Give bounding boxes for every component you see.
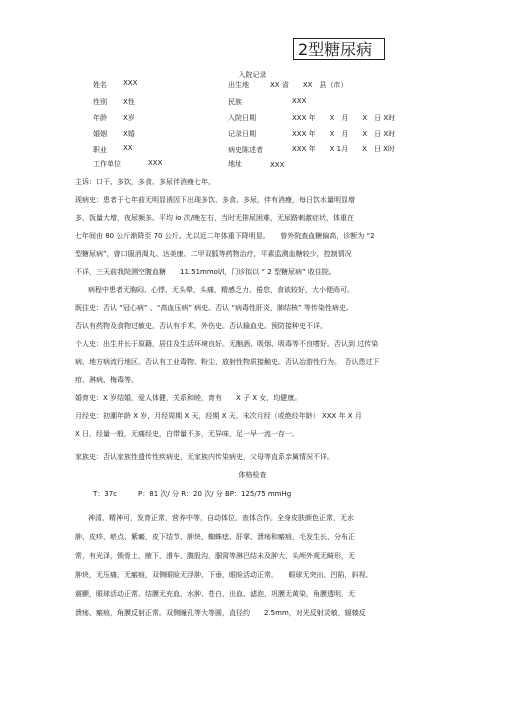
exam-line: 肿、皮疹、瘀点、紫癜，皮下结节、肿块、蜘蛛痣、肝掌、溃疡和瘢痕，毛发生长、分布正 xyxy=(75,533,355,541)
vital-signs: T：37c P：81 次/ 分 R：20 次/ 分 BP：125/75 mmHg xyxy=(93,490,292,498)
past-history-line: 既往史：否认 “冠心病” 、“高血压病” 病史。否认 “病毒性肝炎，肺结核” 等传染性病史。 xyxy=(75,304,353,312)
physical-exam-heading: 体格检查 xyxy=(238,471,267,479)
age-value: X岁 xyxy=(123,114,135,122)
exam-line: 常，有光泽，锁骨上，腋下，滑车、腹股沟，腘窝等淋巴结未及肿大，头颅外观无畸形，无 xyxy=(75,552,355,560)
document-title: 2型糖尿病 xyxy=(293,38,385,60)
present-illness-line: 七年间由 80 公斤渐降至 70 公斤。尤以近二年体重下降明显。 曾外院查血糖偏高，诊断为 “2 xyxy=(75,232,375,240)
age-label: 年龄 xyxy=(93,114,107,122)
chief-complaint: 主诉：口干、多饮，多食、多尿伴消瘦七年。 xyxy=(75,178,215,186)
menstrual-history-line: 月经史：初潮年龄 X 岁，月经周期 X 天，经期 X 天，末次月经（或绝经年龄） XXX 年 X 月 xyxy=(75,412,362,420)
past-history-line: 否认有药物及食物过敏史。否认有手术、外伤史。否认输血史。预防接种史不详。 xyxy=(75,322,327,330)
sex-label: 性别 xyxy=(93,98,107,106)
marriage-value: X婚 xyxy=(123,130,135,138)
family-history-line: 家族史：否认家族性遗传性疾病史，无家族内传染病史，父母等直系亲属情况不详。 xyxy=(75,453,334,461)
present-illness-line: 病程中患者无胸闷、心悸，无头晕，头痛，精感乏力、倦怠，食欲较好，大小便尚可。 xyxy=(88,286,354,294)
narrator-value: XXX 年 X 1月 X 日 X时 xyxy=(292,145,395,153)
present-illness-line: 多，饭量大增，夜尿频多。平均 io 次/晚左右，当时无排尿困难，无尿路刺激症状，体重在 xyxy=(75,214,355,222)
marriage-history-line: 婚育史：X 岁结婚，爱人体健，关系和睦，育有 X 子 X 女，均健康。 xyxy=(75,394,302,402)
present-illness-line: 不详，三天前我院测空腹血糖 11.51mmol/l，门诊拟以 “ 2 型糖尿病” 收住院。 xyxy=(75,268,336,276)
exam-line: 溃疡、瘢痕，角膜反射正常。双侧瞳孔等大等圆，直径约 2.5mm，对光反射灵敏，辐辏反 xyxy=(75,609,366,617)
record-date-label: 记录日期 xyxy=(228,130,256,138)
present-illness-line: 现病史：患者于七年前无明显诱因下出现多饮、多食、多尿，伴有消瘦，每日饮水量明显增 xyxy=(75,196,355,204)
ethnicity-label: 民族 xyxy=(228,98,242,106)
workplace-label: 工作单位 xyxy=(93,160,121,168)
exam-line: 肿块，无压痛，无瘢痕，双侧眼睑无浮肿、下垂，眼睑活动正常。 眼球无突出、凹陷，斜视、 xyxy=(75,571,373,579)
record-date-value: XXX 年 X 月 X 日 X时 xyxy=(292,130,396,138)
personal-history-line: 病、地方病流行地区。否认有工业毒物、粉尘、放射性物质接触史。否认冶游性行为。 否认患过下 xyxy=(75,358,380,366)
marriage-label: 婚姻 xyxy=(93,130,107,138)
address-label: 地址 xyxy=(228,160,242,168)
job-value: XX xyxy=(123,144,133,152)
admit-date-value: XXX 年 X 月 X 日 X时 xyxy=(292,114,396,122)
address-value: XXX xyxy=(270,161,285,169)
exam-line: 震颤，眼球活动正常。结膜无充血、水肿、苍白、出血、滤泡，巩膜无黄染，角膜透明，无 xyxy=(75,590,355,598)
name-value: XXX xyxy=(123,79,138,87)
job-label: 职业 xyxy=(93,146,107,154)
sex-value: X性 xyxy=(123,98,135,106)
admission-record-header: 入院记录 xyxy=(238,71,267,79)
name-label: 姓名 xyxy=(93,81,107,89)
menstrual-history-line: X 日，经量一般，无痛经史，白带量不多，无异味，足一早一流一存一。 xyxy=(75,430,300,438)
admit-date-label: 入院日期 xyxy=(228,114,256,122)
personal-history-line: 疳、淋病、梅毒等。 xyxy=(75,376,138,384)
birthplace-label: 出生地 xyxy=(228,81,249,89)
present-illness-line: 型糖尿病”，曾口服消渴丸、达美康、二甲双胍等药物治疗，平素监测血糖较少，控制情况 xyxy=(75,250,352,258)
personal-history-line: 个人史：出生并长于原籍，居住及生活环境良好。无酗酒、吸烟、吸毒等不良嗜好。否认到 过传染 xyxy=(75,340,379,348)
birthplace-value: XX 省 XX 县（市） xyxy=(270,81,348,89)
workplace-value: XXX xyxy=(148,159,163,167)
exam-line: 神清，精神可，发育正常，营养中等，自动体位，查体合作。全身皮肤颜色正常，无水 xyxy=(88,514,354,522)
narrator-label: 病史陈述者 xyxy=(228,146,263,154)
ethnicity-value: XXX xyxy=(292,97,307,105)
